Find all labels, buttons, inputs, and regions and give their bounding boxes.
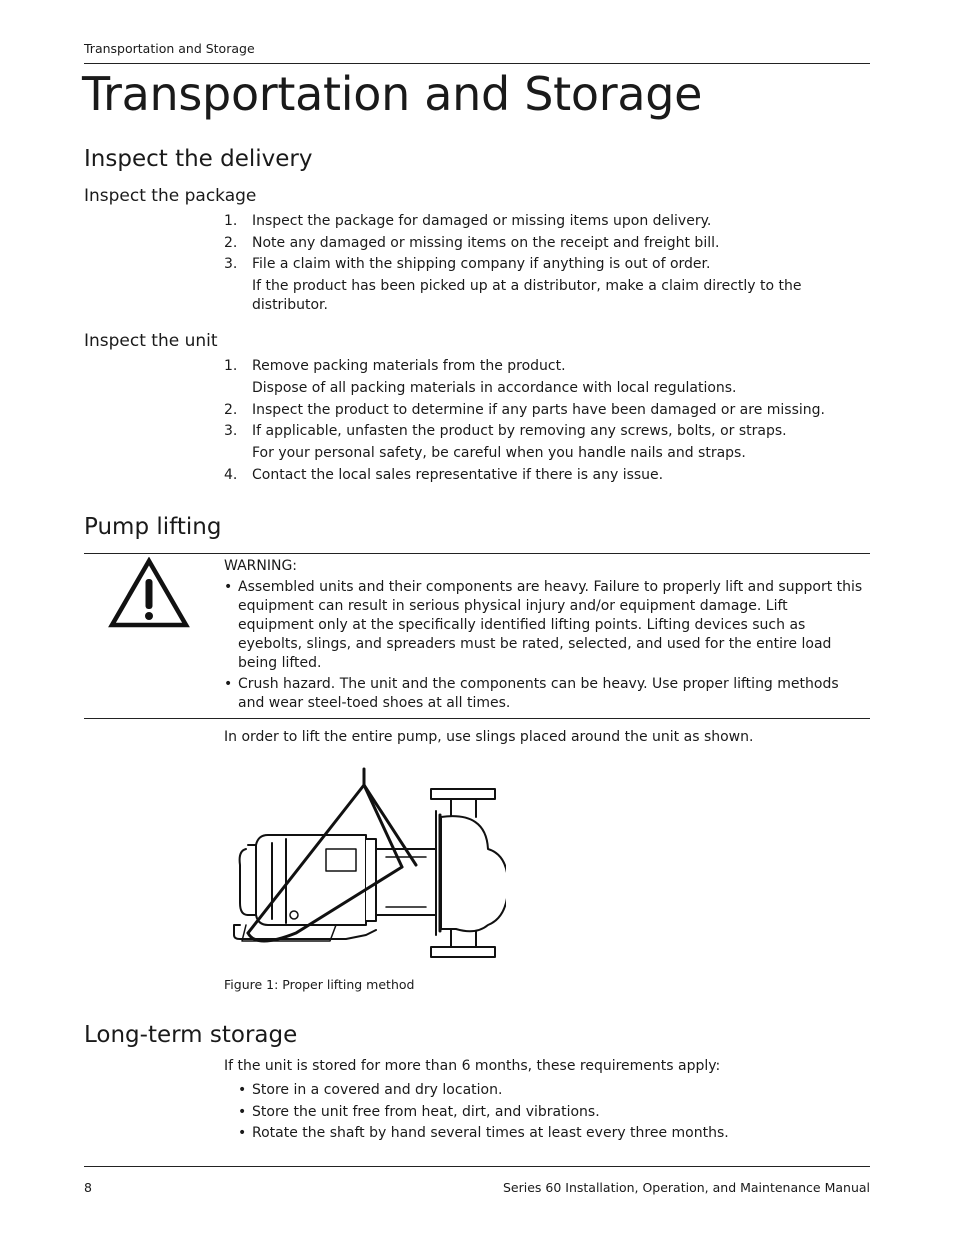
list-item [224,466,844,485]
warning-label: WARNING: [224,558,298,574]
lifting-intro: In order to lift the entire pump, use slings placed around the unit as shown. [224,729,754,745]
warning-list [224,578,864,713]
page-number: 8 [84,1180,92,1195]
running-header: Transportation and Storage [84,41,255,56]
section-heading-long-term-storage: Long-term storage [84,1022,298,1048]
pump-lifting-figure [226,765,506,970]
step-number: 2. [224,401,238,418]
footer-rule [84,1166,870,1167]
step-number: 1. [224,213,238,229]
page-title: Transportation and Storage [82,67,703,121]
step-number: 3. [224,423,238,439]
footer-manual-title: Series 60 Installation, Operation, and Maintenance Manual [502,1180,870,1195]
unit-steps-list [224,357,844,487]
step-text: Note any damaged or missing items on the receipt and freight bill. [252,234,720,251]
warning-bottom-rule [84,718,870,719]
package-steps-list [224,212,844,318]
warning-top-rule [84,553,870,554]
step-note: If the product has been picked up at a distributor, make a claim directly to the distributor. [252,278,802,313]
step-text: File a claim with the shipping company if anything is out of order. [252,256,711,272]
step-text: Inspect the package for damaged or missing items upon delivery. [252,213,712,229]
subsection-heading-inspect-package: Inspect the package [84,186,257,206]
warning-item: • Crush hazard. The unit and the components can be heavy. Use proper lifting methods and wear steel-toed shoes at all times. [224,675,864,713]
list-item: • Store in a covered and dry location. [238,1081,729,1100]
step-number: 3. [224,256,238,272]
header-rule [84,63,870,64]
list-item [224,212,844,231]
list-item [224,401,844,420]
warning-block [224,557,864,715]
step-text: Contact the local sales representative if there is any issue. [252,466,664,483]
step-note: Dispose of all packing materials in accordance with local regulations. [252,380,737,396]
storage-requirements-list [238,1081,729,1146]
warning-triangle-icon [108,557,190,629]
list-item [224,234,844,253]
section-heading-pump-lifting: Pump lifting [84,514,222,540]
subsection-heading-inspect-unit: Inspect the unit [84,331,218,351]
storage-intro: If the unit is stored for more than 6 months, these requirements apply: [224,1058,721,1074]
figure-caption: Figure 1: Proper lifting method [224,977,415,992]
list-item [224,255,844,315]
list-item [224,422,844,463]
step-number: 2. [224,234,238,251]
step-text: Remove packing materials from the product. [252,358,566,374]
section-heading-inspect-delivery: Inspect the delivery [84,146,313,172]
step-text: If applicable, unfasten the product by removing any screws, bolts, or straps. [252,423,787,439]
list-item [224,357,844,398]
step-number: 4. [224,466,238,483]
step-note: For your personal safety, be careful when you handle nails and straps. [252,445,746,461]
warning-item: • Assembled units and their components are heavy. Failure to properly lift and support this equipment can result in serious physical injury and/or equipment damage. Lift equipment only at the specifically identified lifting points. Lifting devices such as eyebolts, slings, and spreaders must be rated, selected, and used for the entire load being lifted. [224,578,864,673]
step-number: 1. [224,358,238,374]
list-item: • Store the unit free from heat, dirt, and vibrations. [238,1103,729,1122]
step-text: Inspect the product to determine if any parts have been damaged or are missing. [252,401,825,418]
list-item: • Rotate the shaft by hand several times at least every three months. [238,1124,729,1143]
